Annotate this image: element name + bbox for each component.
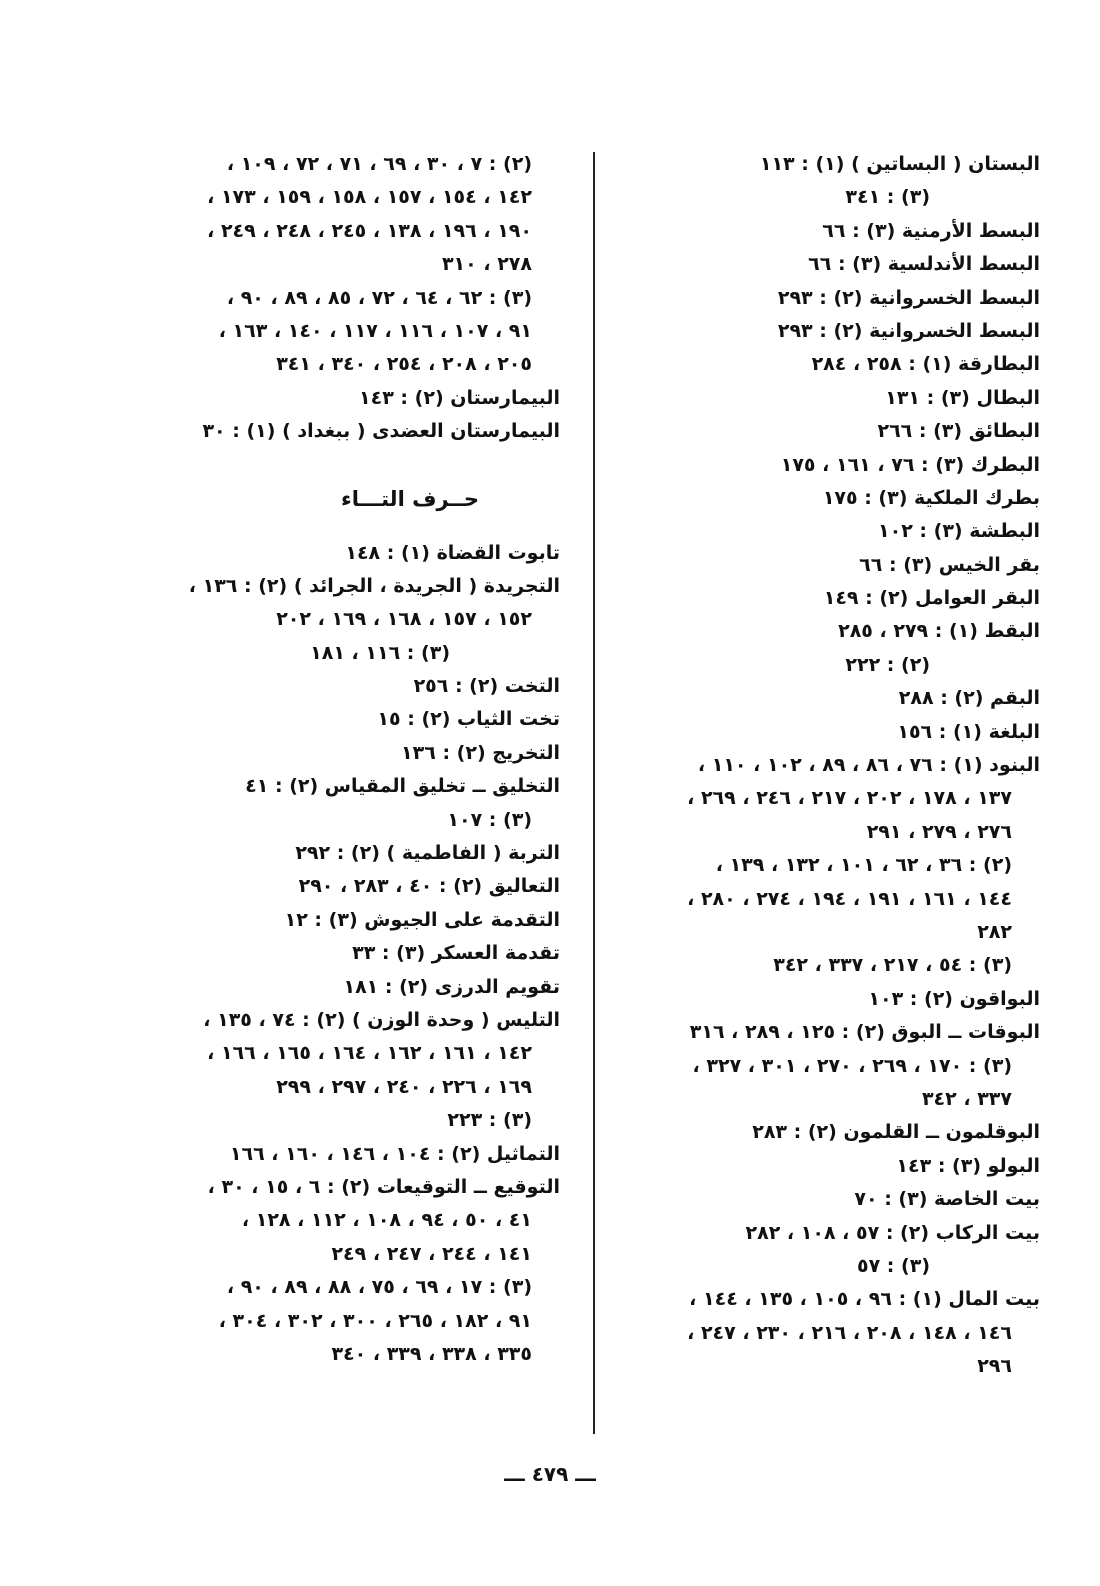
index-entry-line: البطال (٣) : ١٣١: [885, 386, 1040, 409]
index-entry-line: البواقون (٢) : ١٠٣: [868, 987, 1040, 1010]
index-entry-line: ٢٩٦: [977, 1355, 1012, 1378]
index-entry-line: البطرك (٣) : ٧٦ ، ١٦١ ، ١٧٥: [780, 453, 1040, 476]
index-entry-line: البقط (١) : ٢٧٩ ، ٢٨٥: [838, 620, 1040, 643]
index-entry-line: (٢) : ٧ ، ٣٠ ، ٦٩ ، ٧١ ، ٧٢ ، ١٠٩ ،: [226, 153, 532, 175]
index-entry-line: بطرك الملكية (٣) : ١٧٥: [822, 486, 1040, 509]
index-entry-line: ٢٧٦ ، ٢٧٩ ، ٢٩١: [866, 820, 1012, 843]
index-entry-line: ٩١ ، ١٠٧ ، ١١٦ ، ١١٧ ، ١٤٠ ، ١٦٣ ،: [218, 319, 532, 342]
index-entry-line: ٢٠٥ ، ٢٠٨ ، ٢٥٤ ، ٣٤٠ ، ٣٤١: [276, 353, 532, 376]
index-entry-line: البيمارستان العضدى ( ببغداد ) (١) : ٣٠: [202, 420, 560, 443]
index-entry-line: البيمارستان (٢) : ١٤٣: [359, 386, 560, 409]
index-entry-line: تخت الثياب (٢) : ١٥: [377, 708, 560, 731]
index-entry-line: (٣) : ١٠٧: [447, 808, 532, 831]
index-entry-line: (٢) : ٣٦ ، ٦٢ ، ١٠١ ، ١٣٢ ، ١٣٩ ،: [715, 854, 1012, 877]
index-entry-line: البسط الأندلسية (٣) : ٦٦: [808, 253, 1040, 276]
index-entry-line: البطشة (٣) : ١٠٢: [878, 520, 1040, 543]
page-number: ـــ ٤٧٩ ـــ: [504, 1462, 596, 1486]
index-entry-line: التخت (٢) : ٢٥٦: [413, 675, 560, 698]
index-entry-line: التليس ( وحدة الوزن ) (٢) : ٧٤ ، ١٣٥ ،: [203, 1008, 560, 1031]
index-entry-line: ٢٧٨ ، ٣١٠: [441, 253, 532, 276]
index-entry-line: (٣) : ١٧٠ ، ٢٦٩ ، ٢٧٠ ، ٣٠١ ، ٣٢٧ ،: [692, 1054, 1012, 1077]
left-column-bottom-entries: [135, 537, 560, 1372]
index-entry-line: التربة ( الفاطمية ) (٢) : ٢٩٢: [295, 842, 560, 865]
index-entry-line: البولو (٣) : ١٤٣: [896, 1154, 1040, 1177]
index-entry-line: ١٤٢ ، ١٦١ ، ١٦٢ ، ١٦٤ ، ١٦٥ ، ١٦٦ ،: [207, 1042, 532, 1065]
index-entry-line: ١٩٠ ، ١٩٦ ، ١٣٨ ، ٢٤٥ ، ٢٤٨ ، ٢٤٩ ،: [207, 219, 532, 242]
index-entry-line: (٣) : ٥٧: [856, 1254, 930, 1277]
index-entry-line: البنود (١) : ٧٦ ، ٨٦ ، ٨٩ ، ١٠٢ ، ١١٠ ،: [697, 754, 1040, 777]
index-entry-line: البطارقة (١) : ٢٥٨ ، ٢٨٤: [811, 353, 1040, 376]
index-entry-line: البطائق (٣) : ٢٦٦: [877, 420, 1040, 443]
index-entry-line: ٣٣٥ ، ٣٣٨ ، ٣٣٩ ، ٣٤٠: [331, 1342, 532, 1365]
index-entry-line: ٢٨٢: [977, 920, 1012, 943]
index-entry-line: بيت المال (١) : ٩٦ ، ١٠٥ ، ١٣٥ ، ١٤٤ ،: [689, 1288, 1040, 1311]
index-entry-line: (٣) : ٥٤ ، ٢١٧ ، ٣٣٧ ، ٣٤٢: [773, 954, 1012, 977]
index-entry-line: التجريدة ( الجريدة ، الجرائد ) (٢) : ١٣٦ ،: [188, 574, 560, 597]
index-entry-line: ٩١ ، ١٨٢ ، ٢٦٥ ، ٣٠٠ ، ٣٠٢ ، ٣٠٤ ،: [218, 1309, 532, 1332]
index-entry-line: ٤١ ، ٥٠ ، ٩٤ ، ١٠٨ ، ١١٢ ، ١٢٨ ،: [241, 1209, 532, 1232]
right-column: [600, 148, 1040, 1383]
index-entry-line: تقدمة العسكر (٣) : ٣٣: [352, 942, 560, 965]
index-entry-line: التماثيل (٢) : ١٠٤ ، ١٤٦ ، ١٦٠ ، ١٦٦: [229, 1142, 560, 1165]
index-entry-line: بيت الخاصة (٣) : ٧٠: [854, 1188, 1040, 1211]
index-entry-line: ١٤٦ ، ١٤٨ ، ٢٠٨ ، ٢١٦ ، ٢٣٠ ، ٢٤٧ ،: [687, 1321, 1012, 1344]
section-heading: حــرف التـــاء: [340, 486, 480, 511]
index-entry-line: تقويم الدرزى (٢) : ١٨١: [343, 975, 560, 998]
index-entry-line: (٣) : ١١٦ ، ١٨١: [310, 641, 450, 664]
index-entry-line: التوقيع ــ التوقيعات (٢) : ٦ ، ١٥ ، ٣٠ ،: [207, 1175, 560, 1198]
index-entry-line: (٣) : ١٧ ، ٦٩ ، ٧٥ ، ٨٨ ، ٨٩ ، ٩٠ ،: [226, 1276, 532, 1299]
index-entry-line: البستان ( البساتين ) (١) : ١١٣: [759, 153, 1040, 175]
index-entry-line: التعاليق (٢) : ٤٠ ، ٢٨٣ ، ٢٩٠: [298, 875, 560, 898]
index-entry-line: التقدمة على الجيوش (٣) : ١٢: [284, 908, 560, 931]
index-entry-line: البوقلمون ــ القلمون (٢) : ٢٨٣: [752, 1121, 1040, 1144]
index-entry-line: ١٦٩ ، ٢٢٦ ، ٢٤٠ ، ٢٩٧ ، ٢٩٩: [276, 1075, 532, 1098]
index-entry-line: البسط الخسروانية (٢) : ٢٩٣: [777, 286, 1040, 309]
index-entry-line: ١٣٧ ، ١٧٨ ، ٢٠٢ ، ٢١٧ ، ٢٤٦ ، ٢٦٩ ،: [687, 787, 1012, 810]
index-entry-line: (٣) : ٢٢٣: [447, 1109, 532, 1132]
index-entry-line: البسط الخسروانية (٢) : ٢٩٣: [777, 319, 1040, 342]
index-entry-line: (٢) : ٢٢٢: [845, 653, 930, 676]
index-entry-line: بيت الركاب (٢) : ٥٧ ، ١٠٨ ، ٢٨٢: [745, 1221, 1040, 1244]
index-entry-line: البقم (٢) : ٢٨٨: [898, 687, 1040, 710]
index-entry-line: البقر العوامل (٢) : ١٤٩: [823, 587, 1040, 610]
index-entry-line: ٣٣٧ ، ٣٤٢: [921, 1087, 1012, 1110]
index-entry-line: بقر الخيس (٣) : ٦٦: [859, 553, 1040, 576]
index-entry-line: ١٤١ ، ٢٤٤ ، ٢٤٧ ، ٢٤٩: [331, 1242, 532, 1265]
index-entry-line: البوقات ــ البوق (٢) : ١٢٥ ، ٢٨٩ ، ٣١٦: [689, 1021, 1040, 1044]
index-entry-line: ١٤٢ ، ١٥٤ ، ١٥٧ ، ١٥٨ ، ١٥٩ ، ١٧٣ ،: [207, 186, 532, 209]
index-entry-line: التخريج (٢) : ١٣٦: [401, 741, 560, 764]
index-entry-line: البسط الأرمنية (٣) : ٦٦: [822, 219, 1040, 242]
index-entry-line: (٣) : ٦٢ ، ٦٤ ، ٧٢ ، ٨٥ ، ٨٩ ، ٩٠ ،: [226, 286, 532, 309]
index-entry-line: التخليق ــ تخليق المقياس (٢) : ٤١: [245, 775, 560, 798]
index-entry-line: البلغة (١) : ١٥٦: [897, 720, 1040, 743]
left-column: [135, 148, 560, 1371]
index-entry-line: ١٥٢ ، ١٥٧ ، ١٦٨ ، ١٦٩ ، ٢٠٢: [276, 608, 532, 631]
index-entry-line: ١٤٤ ، ١٦١ ، ١٩١ ، ١٩٤ ، ٢٧٤ ، ٢٨٠ ،: [687, 887, 1012, 910]
left-column-top-entries: [135, 148, 560, 449]
index-entry-line: (٣) : ٣٤١: [845, 186, 930, 209]
index-entry-line: تابوت القضاة (١) : ١٤٨: [345, 541, 560, 564]
column-divider: [593, 152, 595, 1434]
